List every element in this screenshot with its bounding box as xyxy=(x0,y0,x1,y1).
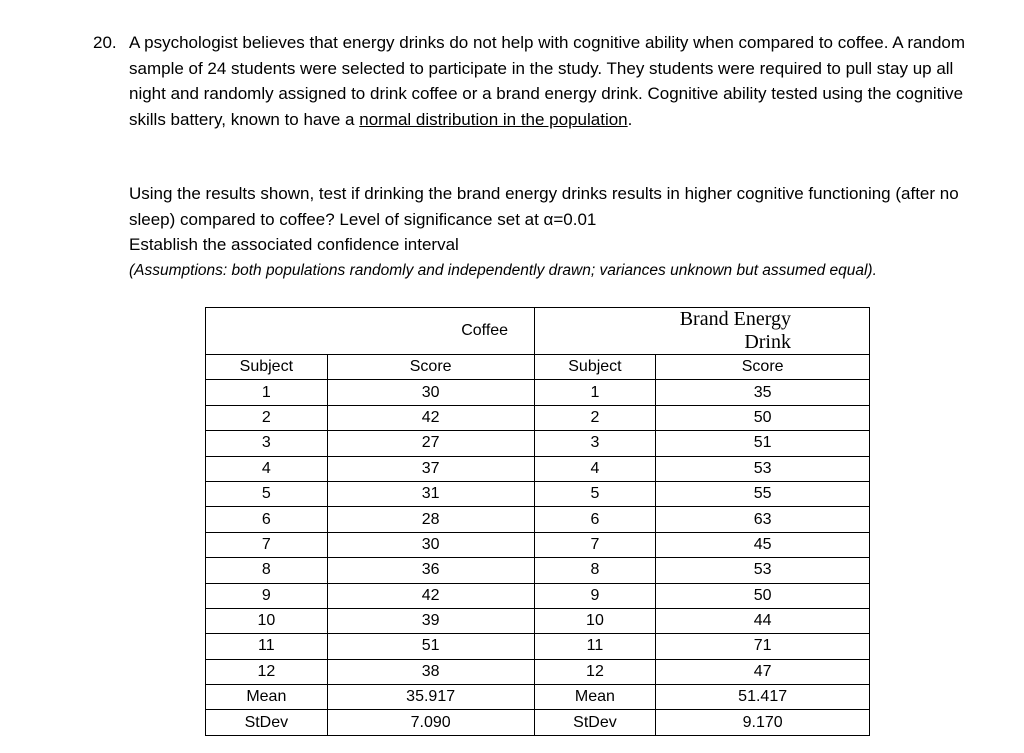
question-underlined-text: normal distribution in the population xyxy=(359,109,628,129)
coffee-score-cell: 39 xyxy=(327,608,534,633)
coffee-subject-cell: 1 xyxy=(206,380,328,405)
coffee-subject-cell: 12 xyxy=(206,659,328,684)
energy-subject-cell: 4 xyxy=(534,456,656,481)
coffee-subject-cell: 4 xyxy=(206,456,328,481)
instructions xyxy=(129,181,989,283)
energy-score-cell: 51 xyxy=(656,431,870,456)
instructions-line-2: Establish the associated confidence interval xyxy=(129,235,459,254)
energy-subject-cell: 7 xyxy=(534,532,656,557)
energy-mean-value: 51.417 xyxy=(656,685,870,710)
coffee-score-cell: 37 xyxy=(327,456,534,481)
energy-stdev-value: 9.170 xyxy=(656,710,870,735)
energy-score-cell: 35 xyxy=(656,380,870,405)
stdev-row xyxy=(206,710,870,735)
coffee-score-cell: 38 xyxy=(327,659,534,684)
coffee-mean-value: 35.917 xyxy=(327,685,534,710)
group-header-row xyxy=(206,308,870,355)
energy-subject-cell: 11 xyxy=(534,634,656,659)
question xyxy=(93,30,973,132)
question-text-main: A psychologist believes that energy drinks do not help with cognitive ability when compared to coffee. A random sample of 24 students were selected to participate in the study. They students were required to pull stay up all night and randomly assigned to drink coffee or a brand energy drink. Cognitive ability tested using the cognitive skills battery, known to have a xyxy=(129,33,966,129)
energy-mean-label: Mean xyxy=(534,685,656,710)
coffee-subject-header: Subject xyxy=(206,355,328,380)
energy-subject-cell: 1 xyxy=(534,380,656,405)
table-row xyxy=(206,456,870,481)
coffee-stdev-value: 7.090 xyxy=(327,710,534,735)
energy-score-cell: 71 xyxy=(656,634,870,659)
coffee-score-cell: 36 xyxy=(327,558,534,583)
table-row xyxy=(206,431,870,456)
coffee-subject-cell: 5 xyxy=(206,481,328,506)
energy-subject-cell: 3 xyxy=(534,431,656,456)
energy-subject-cell: 12 xyxy=(534,659,656,684)
table-row xyxy=(206,659,870,684)
assumptions-note: (Assumptions: both populations randomly and independently drawn; variances unknown but assumed equal). xyxy=(129,261,877,279)
energy-score-header: Score xyxy=(656,355,870,380)
table-row xyxy=(206,481,870,506)
coffee-subject-cell: 10 xyxy=(206,608,328,633)
energy-score-cell: 63 xyxy=(656,507,870,532)
mean-row xyxy=(206,685,870,710)
coffee-score-cell: 28 xyxy=(327,507,534,532)
coffee-subject-cell: 2 xyxy=(206,405,328,430)
question-text xyxy=(129,30,973,132)
energy-subject-cell: 8 xyxy=(534,558,656,583)
energy-score-cell: 45 xyxy=(656,532,870,557)
table-row xyxy=(206,558,870,583)
column-header-row xyxy=(206,355,870,380)
coffee-score-cell: 51 xyxy=(327,634,534,659)
coffee-group-header: Coffee xyxy=(327,308,534,355)
table-row xyxy=(206,583,870,608)
energy-subject-cell: 10 xyxy=(534,608,656,633)
energy-subject-cell: 5 xyxy=(534,481,656,506)
blank-cell xyxy=(534,308,656,355)
energy-score-cell: 47 xyxy=(656,659,870,684)
coffee-mean-label: Mean xyxy=(206,685,328,710)
table-row xyxy=(206,405,870,430)
table-row xyxy=(206,507,870,532)
blank-cell xyxy=(206,308,328,355)
energy-group-header: Brand Energy Drink xyxy=(656,308,870,355)
energy-score-cell: 53 xyxy=(656,558,870,583)
table-row xyxy=(206,634,870,659)
coffee-stdev-label: StDev xyxy=(206,710,328,735)
energy-score-cell: 50 xyxy=(656,583,870,608)
energy-score-cell: 55 xyxy=(656,481,870,506)
coffee-score-header: Score xyxy=(327,355,534,380)
table-row xyxy=(206,608,870,633)
scores-table xyxy=(205,307,870,736)
instructions-line-1: Using the results shown, test if drinking the brand energy drinks results in higher cognitive functioning (after no sleep) compared to coffee? Level of significance set at α=0.01 xyxy=(129,184,959,229)
coffee-subject-cell: 8 xyxy=(206,558,328,583)
coffee-subject-cell: 3 xyxy=(206,431,328,456)
energy-subject-cell: 6 xyxy=(534,507,656,532)
energy-subject-header: Subject xyxy=(534,355,656,380)
coffee-subject-cell: 11 xyxy=(206,634,328,659)
coffee-score-cell: 31 xyxy=(327,481,534,506)
coffee-subject-cell: 6 xyxy=(206,507,328,532)
coffee-score-cell: 42 xyxy=(327,405,534,430)
coffee-score-cell: 27 xyxy=(327,431,534,456)
coffee-subject-cell: 9 xyxy=(206,583,328,608)
energy-subject-cell: 2 xyxy=(534,405,656,430)
energy-score-cell: 44 xyxy=(656,608,870,633)
question-text-end: . xyxy=(627,109,633,129)
coffee-score-cell: 30 xyxy=(327,532,534,557)
table-row xyxy=(206,532,870,557)
question-number: 20. xyxy=(93,33,117,52)
coffee-score-cell: 30 xyxy=(327,380,534,405)
energy-subject-cell: 9 xyxy=(534,583,656,608)
table-row xyxy=(206,380,870,405)
energy-score-cell: 50 xyxy=(656,405,870,430)
energy-score-cell: 53 xyxy=(656,456,870,481)
energy-stdev-label: StDev xyxy=(534,710,656,735)
coffee-score-cell: 42 xyxy=(327,583,534,608)
coffee-subject-cell: 7 xyxy=(206,532,328,557)
